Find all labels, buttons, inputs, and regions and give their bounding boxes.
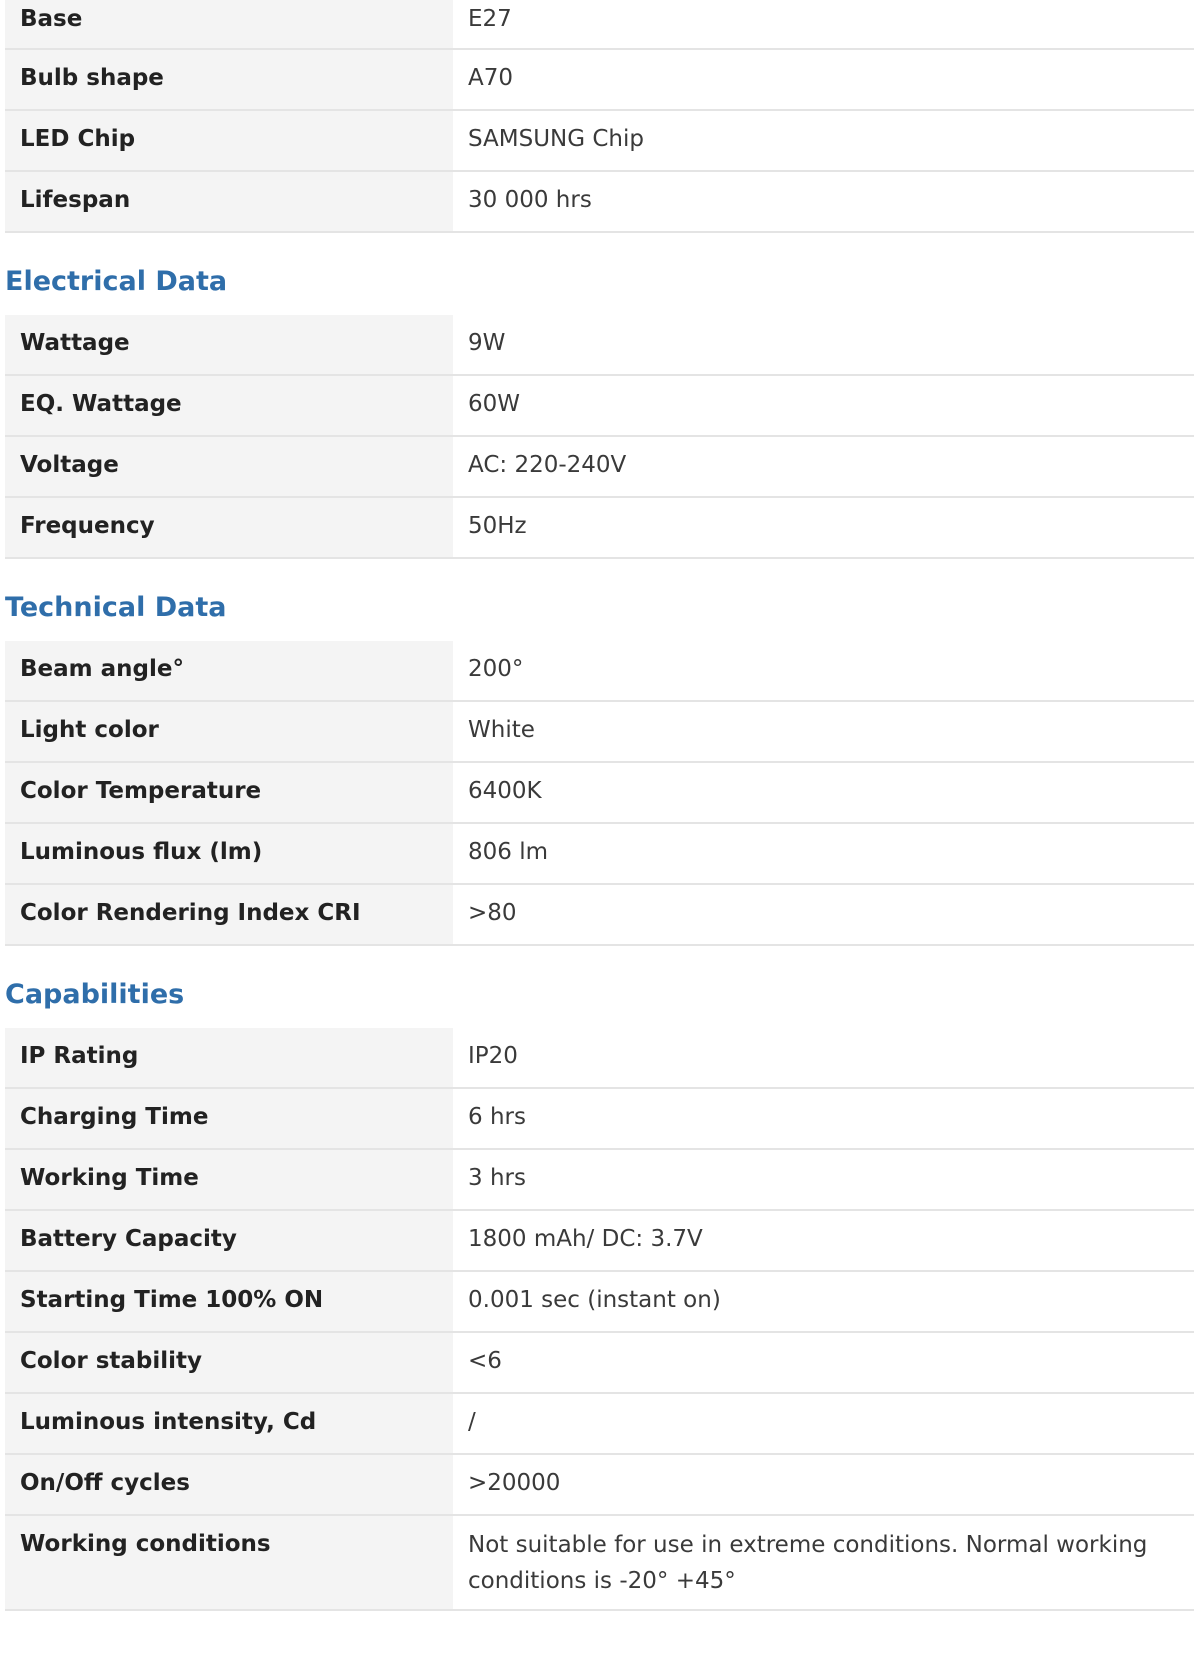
table-row — [5, 49, 1194, 110]
spec-key: Wattage — [5, 315, 453, 375]
spec-key: Lifespan — [5, 171, 453, 232]
spec-key: Starting Time 100% ON — [5, 1271, 453, 1332]
spec-key: EQ. Wattage — [5, 375, 453, 436]
spec-value: 60W — [453, 375, 1194, 436]
spec-value: >20000 — [453, 1454, 1194, 1515]
table-row — [5, 1454, 1194, 1515]
table-row — [5, 701, 1194, 762]
spec-value: 1800 mAh/ DC: 3.7V — [453, 1210, 1194, 1271]
spec-key: LED Chip — [5, 110, 453, 171]
spec-value: >80 — [453, 884, 1194, 945]
spec-key: Voltage — [5, 436, 453, 497]
table-row — [5, 436, 1194, 497]
spec-value: 50Hz — [453, 497, 1194, 558]
spec-value: Not suitable for use in extreme conditions. Normal working conditions is -20° +45° — [453, 1515, 1194, 1610]
table-row — [5, 1149, 1194, 1210]
table-row — [5, 1028, 1194, 1088]
spec-table-electrical — [5, 315, 1194, 559]
spec-value: 200° — [453, 641, 1194, 701]
section-title-technical: Technical Data — [5, 592, 227, 623]
table-row — [5, 884, 1194, 945]
table-row — [5, 762, 1194, 823]
spec-value: 30 000 hrs — [453, 171, 1194, 232]
spec-value: 0.001 sec (instant on) — [453, 1271, 1194, 1332]
spec-key: Base — [5, 0, 453, 49]
spec-value: 6 hrs — [453, 1088, 1194, 1149]
spec-key: Charging Time — [5, 1088, 453, 1149]
spec-key: Working conditions — [5, 1515, 453, 1610]
spec-value: A70 — [453, 49, 1194, 110]
spec-value: 6400K — [453, 762, 1194, 823]
spec-value: IP20 — [453, 1028, 1194, 1088]
spec-value: <6 — [453, 1332, 1194, 1393]
spec-key: Luminous intensity, Cd — [5, 1393, 453, 1454]
table-row — [5, 315, 1194, 375]
table-row — [5, 1088, 1194, 1149]
section-title-electrical: Electrical Data — [5, 266, 228, 297]
spec-value: 3 hrs — [453, 1149, 1194, 1210]
table-row — [5, 0, 1194, 49]
table-row — [5, 171, 1194, 232]
spec-key: Working Time — [5, 1149, 453, 1210]
section-title-capabilities: Capabilities — [5, 979, 185, 1010]
spec-value: E27 — [453, 0, 1194, 49]
spec-key: IP Rating — [5, 1028, 453, 1088]
spec-key: On/Off cycles — [5, 1454, 453, 1515]
spec-key: Bulb shape — [5, 49, 453, 110]
table-row — [5, 1515, 1194, 1610]
spec-table-general — [5, 0, 1194, 233]
spec-key: Battery Capacity — [5, 1210, 453, 1271]
spec-key: Beam angle° — [5, 641, 453, 701]
table-row — [5, 497, 1194, 558]
spec-key: Color Temperature — [5, 762, 453, 823]
spec-table-capabilities — [5, 1028, 1194, 1611]
spec-key: Light color — [5, 701, 453, 762]
spec-value: SAMSUNG Chip — [453, 110, 1194, 171]
table-row — [5, 1393, 1194, 1454]
spec-value: / — [453, 1393, 1194, 1454]
table-row — [5, 1210, 1194, 1271]
spec-table-technical — [5, 641, 1194, 946]
spec-key: Color stability — [5, 1332, 453, 1393]
table-row — [5, 823, 1194, 884]
table-row — [5, 1271, 1194, 1332]
spec-value: White — [453, 701, 1194, 762]
spec-value: 806 lm — [453, 823, 1194, 884]
spec-key: Frequency — [5, 497, 453, 558]
spec-key: Luminous flux (lm) — [5, 823, 453, 884]
spec-value: AC: 220-240V — [453, 436, 1194, 497]
spec-value: 9W — [453, 315, 1194, 375]
table-row — [5, 1332, 1194, 1393]
table-row — [5, 375, 1194, 436]
table-row — [5, 641, 1194, 701]
spec-key: Color Rendering Index CRI — [5, 884, 453, 945]
table-row — [5, 110, 1194, 171]
